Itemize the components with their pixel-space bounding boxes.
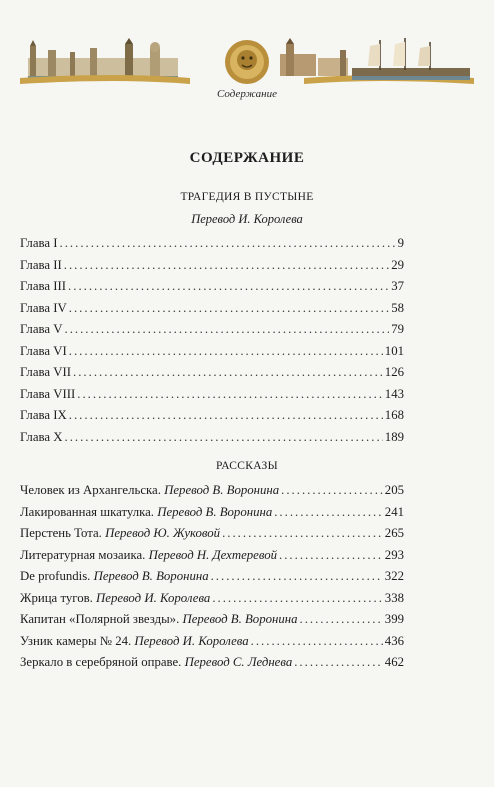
- toc-entry-page-number: 29: [391, 257, 404, 272]
- toc-entry: [20, 258, 404, 280]
- toc-entry: [20, 548, 404, 570]
- dot-leader: [64, 258, 389, 273]
- toc-entry-page-number: 126: [384, 365, 404, 379]
- toc-entry-title: Глава I: [20, 236, 58, 250]
- toc-entry-page-number: 338: [384, 590, 404, 605]
- toc-entry-page-number: 399: [384, 612, 404, 626]
- toc-list-novel: [20, 236, 404, 451]
- toc-entry-page-number: 143: [384, 386, 404, 401]
- toc-entry-title: Человек из Архангельска. Перевод В. Воронина: [20, 483, 280, 497]
- toc-entry-title: Зеркало в серебряной оправе. Перевод С. Леднева: [20, 655, 293, 669]
- toc-entry-title: Глава III: [20, 279, 67, 293]
- toc-entry: [20, 591, 404, 613]
- dot-leader: [294, 655, 383, 670]
- toc-entry: [20, 526, 404, 548]
- running-head: Содержание: [216, 88, 277, 100]
- dot-leader: [300, 612, 383, 627]
- toc-entry-title: Лакированная шкатулка. Перевод В. Воронина: [20, 504, 273, 519]
- cityscape-right-illustration: [280, 38, 470, 80]
- toc-entry-title: Глава II: [20, 257, 62, 272]
- toc-entry: [20, 279, 404, 301]
- toc-entry-title: Глава IX: [20, 408, 67, 422]
- dot-leader: [251, 634, 383, 649]
- dot-leader: [279, 548, 383, 563]
- toc-entry-translator: Перевод В. Воронина: [93, 569, 209, 583]
- section-heading-stories: РАССКАЗЫ: [216, 460, 278, 472]
- toc-entry-translator: Перевод В. Воронина: [182, 612, 298, 626]
- dot-leader: [69, 408, 383, 423]
- toc-entry-title: Глава VIII: [20, 386, 76, 401]
- toc-entry-title: Глава IV: [20, 300, 67, 315]
- toc-entry-page-number: 241: [384, 504, 404, 519]
- toc-entry-page-number: 58: [391, 300, 404, 315]
- dot-leader: [281, 483, 383, 498]
- toc-entry: [20, 322, 404, 344]
- toc-entry: [20, 236, 404, 258]
- dot-leader: [73, 365, 383, 380]
- dot-leader: [77, 387, 383, 402]
- toc-entry-translator: Перевод В. Воронина: [164, 483, 280, 497]
- toc-entry: [20, 483, 404, 505]
- toc-entry-title: Перстень Тота. Перевод Ю. Жуковой: [20, 526, 221, 540]
- toc-entry-page-number: 9: [397, 236, 404, 250]
- toc-entry-page-number: 79: [391, 322, 404, 336]
- toc-entry: [20, 569, 404, 591]
- toc-entry-title: Глава VII: [20, 365, 72, 379]
- toc-entry-title: Глава VI: [20, 343, 67, 358]
- toc-entry: [20, 612, 404, 634]
- toc-entry: [20, 344, 404, 366]
- toc-entry-translator: Перевод И. Королева: [134, 633, 249, 648]
- toc-entry: [20, 301, 404, 323]
- toc-entry: [20, 655, 404, 677]
- toc-entry-page-number: 205: [384, 483, 404, 497]
- toc-entry-page-number: 168: [384, 408, 404, 422]
- toc-entry-page-number: 293: [384, 547, 404, 562]
- dot-leader: [68, 279, 389, 294]
- dot-leader: [211, 569, 383, 584]
- dot-leader: [69, 344, 383, 359]
- page-title: СОДЕРЖАНИЕ: [189, 150, 305, 166]
- toc-entry-page-number: 322: [384, 569, 404, 583]
- toc-entry-translator: Перевод В. Воронина: [157, 504, 273, 519]
- lion-head-emblem: [225, 40, 269, 84]
- toc-entry-title: Капитан «Полярной звезды». Перевод В. Воронина: [20, 612, 298, 626]
- toc-entry-page-number: 436: [384, 633, 404, 648]
- dot-leader: [222, 526, 383, 541]
- toc-entry: [20, 505, 404, 527]
- toc-entry-page-number: 462: [384, 655, 404, 669]
- toc-entry-page-number: 189: [384, 429, 404, 444]
- toc-entry: [20, 387, 404, 409]
- dot-leader: [212, 591, 382, 606]
- toc-entry-title: Литературная мозаика. Перевод Н. Дехтеревой: [20, 547, 278, 562]
- toc-entry-page-number: 101: [384, 343, 404, 358]
- dot-leader: [65, 430, 383, 445]
- toc-entry-title: Глава X: [20, 429, 63, 444]
- toc-entry: [20, 365, 404, 387]
- toc-entry-page-number: 37: [391, 279, 404, 293]
- toc-entry-title: De profundis. Перевод В. Воронина: [20, 569, 209, 583]
- toc-entry-title: Узник камеры № 24. Перевод И. Королева: [20, 633, 249, 648]
- toc-entry-title: Глава V: [20, 322, 63, 336]
- section-translator: Перевод И. Королева: [191, 212, 303, 226]
- toc-entry-title: Жрица тугов. Перевод И. Королева: [20, 590, 211, 605]
- toc-entry-translator: Перевод С. Леднева: [184, 655, 293, 669]
- dot-leader: [274, 505, 383, 520]
- dot-leader: [60, 236, 396, 251]
- toc-entry-translator: Перевод Ю. Жуковой: [105, 526, 221, 540]
- toc-list-stories: [20, 483, 404, 677]
- toc-entry: [20, 634, 404, 656]
- toc-entry: [20, 430, 404, 452]
- cityscape-left-illustration: [28, 38, 178, 80]
- toc-entry: [20, 408, 404, 430]
- dot-leader: [65, 322, 390, 337]
- dot-leader: [69, 301, 389, 316]
- toc-entry-translator: Перевод Н. Дехтеревой: [148, 547, 278, 562]
- toc-entry-translator: Перевод И. Королева: [96, 590, 211, 605]
- toc-entry-page-number: 265: [384, 526, 404, 540]
- section-heading-novel: ТРАГЕДИЯ В ПУСТЫНЕ: [180, 191, 314, 203]
